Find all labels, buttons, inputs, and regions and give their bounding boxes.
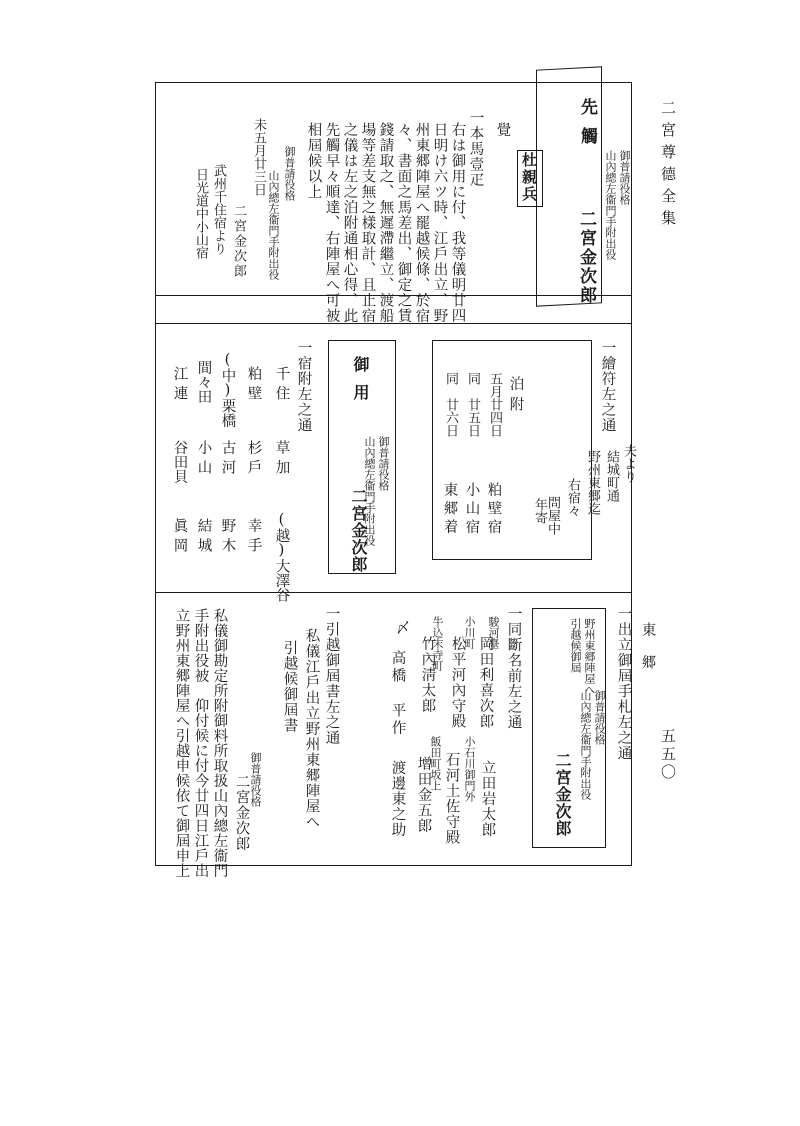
recipient-place-6: 小石川御門外 bbox=[463, 736, 476, 802]
town-below-2b: 幸手 bbox=[245, 518, 262, 557]
town-below-2a: 杉戶 bbox=[245, 440, 262, 479]
goyo-role-sub: 山內總左衞門手附出役 bbox=[363, 436, 376, 546]
recipient-place-1: 駿河臺 bbox=[487, 616, 500, 649]
hikkoshi-intro: 一引越御屆書左之通 bbox=[323, 606, 340, 746]
hikkoshi-line-2: 引越候御屆書 bbox=[281, 640, 298, 733]
tomari-stay-3: 東郷着 bbox=[441, 482, 458, 538]
town-below-5b: 眞岡 bbox=[171, 518, 188, 557]
town-below-4b: 結城 bbox=[195, 518, 212, 557]
recipient-name-1: 岡田利喜次郎 bbox=[477, 636, 494, 729]
signature-date: 未五月廿三日 bbox=[251, 118, 266, 196]
recipient-name-4: 高橋 平作 bbox=[389, 650, 406, 738]
body-line-3: 立野州東郷陣屋へ引越申候依て御屆申上 bbox=[173, 608, 190, 878]
recipient-place-2: 小川町 bbox=[463, 616, 476, 649]
sakibure-line-8: 之儀は左之泊附通相心得、此 bbox=[341, 122, 358, 324]
hikkoshi-role: 御普請役格 bbox=[249, 752, 262, 807]
town-main-4: 間々田 bbox=[195, 360, 212, 404]
recipient-name-3: 竹內淸太郎 bbox=[419, 636, 436, 714]
route-5: 問屋中 bbox=[545, 496, 560, 535]
route-2: 結城町通 bbox=[604, 450, 619, 502]
sakibure-line-7: 場等差支無之樣取計、且止宿 bbox=[359, 122, 376, 324]
tomari-date-1: 五月廿四日 bbox=[487, 372, 502, 437]
recipient-place-7: 飯田町坂上 bbox=[429, 736, 442, 791]
goyo-role: 御普請役格 bbox=[377, 436, 390, 491]
town-below-3a: 古河 bbox=[219, 440, 236, 479]
town-main-1: 千住 bbox=[273, 366, 290, 405]
body-line-1: 私儀御勘定所附御料所取扱山內總左衞門 bbox=[211, 608, 228, 878]
sakibure-role-sub: 山內總左衞門手附出役 bbox=[604, 150, 617, 260]
page-number: 五五〇 bbox=[659, 728, 677, 782]
sakibure-title: 先觸 bbox=[577, 98, 597, 156]
signature-role-sub: 山內總左衞門手附出役 bbox=[267, 170, 280, 280]
fuda-intro: 一出立御屆手札左之通 bbox=[615, 606, 632, 761]
hikkoshi-line-1: 私儀江戶出立野州東郷陣屋へ bbox=[303, 628, 320, 830]
fuda-role-sub: 山內總左衞門手附出役 bbox=[579, 690, 592, 800]
sakibure-name: 二宮金次郎 bbox=[576, 210, 596, 305]
goyo-name: 二宮金次郎 bbox=[349, 488, 368, 573]
tomari-date-3: 同 廿六日 bbox=[443, 372, 458, 437]
sakibure-line-9: 先觸早々順達、右陣屋へ可被 bbox=[323, 122, 340, 324]
destination-to: 日光道中小山宿 bbox=[193, 168, 208, 259]
tomari-label: 泊附 bbox=[507, 376, 524, 417]
sakibure-line-2: 右は御用に付、我等儀明廿四 bbox=[449, 122, 466, 324]
fuda-box-line-1: 野州東郷陣屋へ bbox=[583, 618, 596, 695]
recipients-intro: 一同斷名前左之通 bbox=[505, 606, 522, 730]
tomari-stay-1: 粕壁宿 bbox=[485, 482, 502, 538]
town-below-3b: 野木 bbox=[219, 518, 236, 557]
route-3: 野州東郷迄 bbox=[585, 450, 600, 515]
recipient-name-8: 渡邊東之助 bbox=[389, 760, 406, 838]
body-line-2: 手附出役被 仰付候に付今廿四日江戶出 bbox=[192, 608, 209, 878]
area-title: 東郷 bbox=[639, 622, 656, 687]
shuku-intro: 一宿附左之通 bbox=[295, 340, 312, 433]
destination-from: 武州千住宿より bbox=[211, 164, 226, 255]
book-title: 二宮尊德全集 bbox=[659, 100, 677, 232]
recipient-place-3: 牛込末寺町 bbox=[431, 616, 444, 671]
town-main-5: 江連 bbox=[171, 366, 188, 405]
sakibure-line-10: 相屆候以上 bbox=[305, 122, 322, 200]
signature-name: 二宮金次郎 bbox=[231, 204, 246, 279]
divider-lower bbox=[155, 592, 632, 593]
goyo-title: 御用 bbox=[351, 356, 370, 412]
recipient-name-2: 松平河內守殿 bbox=[449, 636, 466, 729]
town-below-1b: (越)大澤谷 bbox=[273, 512, 290, 602]
recipient-name-6: 石河土佐守殿 bbox=[443, 752, 460, 845]
fuda-name: 二宮金次郎 bbox=[553, 752, 572, 837]
recipient-place-4: 〆 bbox=[393, 620, 410, 636]
town-main-3: (中)栗橋 bbox=[219, 352, 236, 428]
recipient-name-5: 立田岩太郎 bbox=[479, 760, 496, 838]
fuda-role: 御普請役格 bbox=[593, 690, 606, 745]
route-6: 年寄 bbox=[532, 498, 547, 524]
efu-intro: 一繪符左之通 bbox=[599, 340, 616, 433]
sakibure-line-4: 州東郷陣屋へ罷越候條、於宿 bbox=[413, 122, 430, 324]
town-below-1a: 草加 bbox=[273, 440, 290, 479]
signature-role: 御普請役格 bbox=[283, 146, 296, 201]
kaku-heading: 覺 bbox=[494, 122, 511, 138]
tomari-date-2: 同 廿五日 bbox=[465, 372, 480, 437]
town-main-2: 粕壁 bbox=[245, 366, 262, 405]
recipient-name-7: 增田金五郎 bbox=[415, 756, 432, 834]
route-4: 右宿々 bbox=[565, 478, 580, 517]
sakibure-line-1: 一本馬壹疋 bbox=[467, 110, 484, 188]
tomari-stay-2: 小山宿 bbox=[463, 482, 480, 538]
tag-label: 杜親兵 bbox=[520, 152, 538, 203]
route-1: 夫より bbox=[621, 444, 636, 483]
sakibure-line-3: 日明け六ツ時、江戶出立、野 bbox=[431, 122, 448, 324]
fuda-box-line-2: 引越候御屆 bbox=[569, 618, 582, 673]
sakibure-line-5: 々、書面之馬差出、御定之賃 bbox=[395, 122, 412, 324]
sakibure-role: 御普請役格 bbox=[618, 150, 631, 205]
hikkoshi-name: 二宮金次郎 bbox=[233, 774, 250, 852]
town-below-5a: 谷田貝 bbox=[171, 440, 188, 484]
sakibure-line-6: 錢請取之、無遲滯繼立、渡船 bbox=[377, 122, 394, 324]
town-below-4a: 小山 bbox=[195, 440, 212, 479]
